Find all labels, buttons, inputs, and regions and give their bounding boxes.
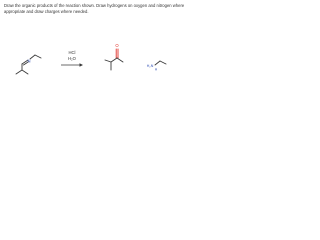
- bond: [105, 60, 111, 62]
- product-oxygen-label: O: [115, 43, 119, 48]
- product-amine-nh2-label: H₂N: [146, 64, 154, 68]
- bond: [111, 58, 117, 62]
- question-prompt: Draw the organic products of the reaction shown. Draw hydrogens on oxygen and nitrogen where appropriate and draw charges where needed.: [4, 3, 185, 14]
- bond: [16, 70, 22, 74]
- bond: [117, 58, 123, 62]
- bond: [35, 55, 41, 58]
- reagent-line-2: H₂O: [68, 56, 76, 61]
- bond: [22, 70, 28, 74]
- product-amine: [155, 61, 166, 65]
- product-amine-h-label: H: [154, 67, 158, 72]
- bond: [30, 55, 35, 59]
- reactant-nitrogen-label: N: [27, 58, 31, 64]
- reaction-canvas: [0, 0, 200, 129]
- bond: [160, 61, 166, 64]
- reaction-arrow-icon: [61, 63, 83, 66]
- bond: [155, 61, 160, 65]
- reagent-line-1: HCl: [68, 50, 76, 55]
- product-ketone: [105, 49, 123, 70]
